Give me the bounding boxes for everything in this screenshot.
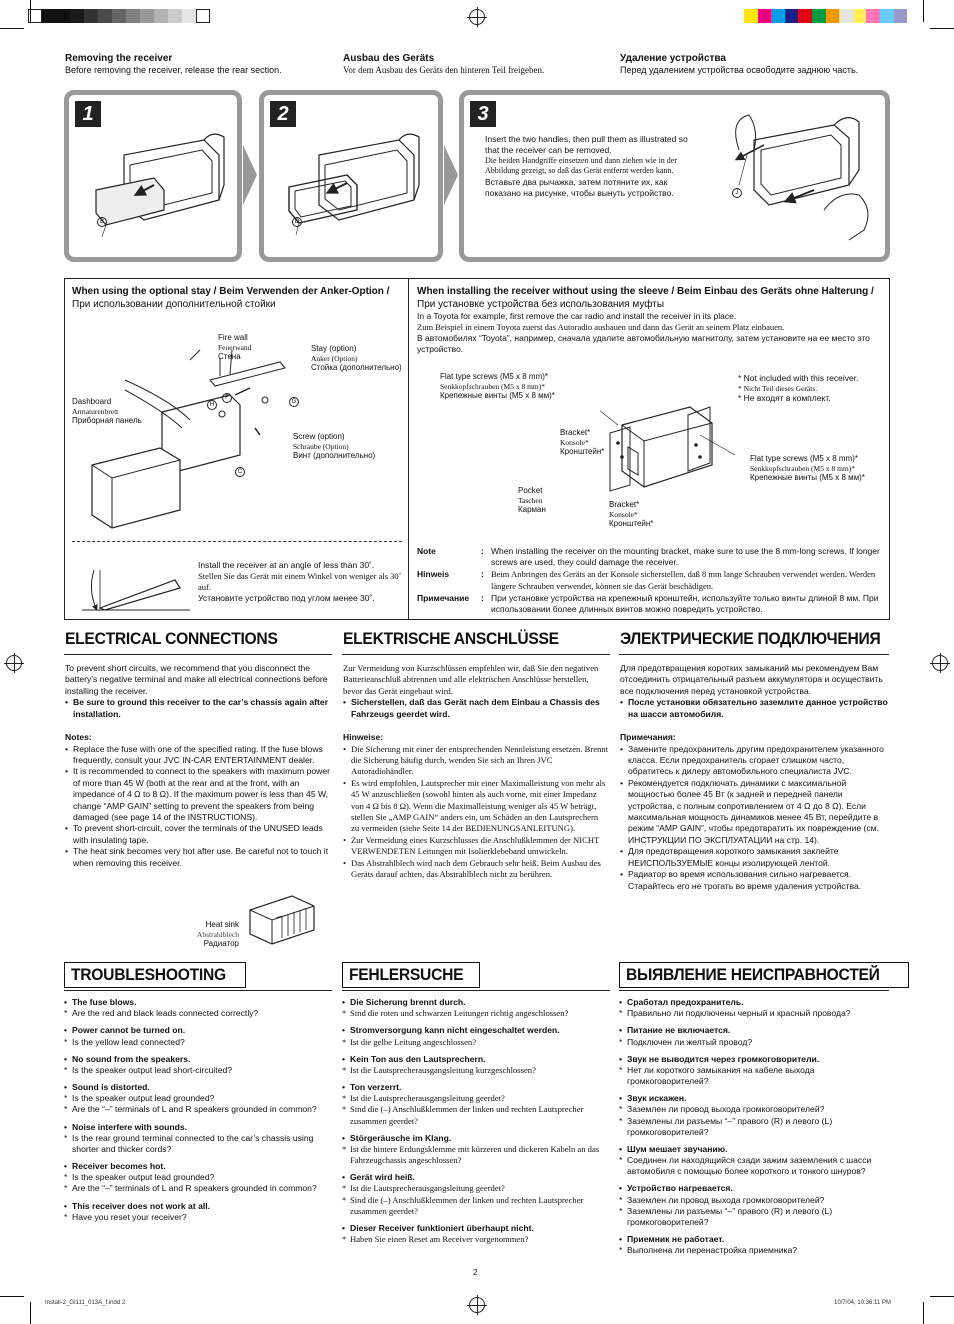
color-swatch	[894, 9, 908, 23]
trouble-item	[619, 1093, 891, 1138]
trouble-item	[64, 997, 332, 1019]
removing-en	[65, 52, 325, 77]
step-1-panel	[64, 90, 242, 262]
troubleshooting-en-list	[64, 997, 332, 1229]
trouble-check: * Have you reset your receiver?	[64, 1212, 332, 1223]
heat-sink-illustration	[242, 888, 322, 948]
step-3-text-en: Insert the two handles, then pull them as illustrated so that the receiver can be removed.	[485, 134, 688, 156]
trouble-check: * Заземлены ли разъемы “–” правого (R) и левого (L) громкоговорителей?	[619, 1206, 891, 1228]
label-flat-screws-1: Flat type screws (M5 x 8 mm)* Senkkopfschrauben (M5 x 8 mm)* Крепежные винты (M5 x 8 мм)*	[440, 372, 555, 401]
trouble-symptom: • Приемник не работает.	[619, 1234, 891, 1245]
electrical-ru: Для предотвращения коротких замыканий мы рекомендуем Вам отсоединить отрицательный разъем аккумулятора и осуществить все подключения перед установкой устройства. • После установки обязательно заземлите данное устройство на шасси автомобиля. Примечания: • Замените предохранитель другим предохранителем указанного класса. Если предохранитель сгорает слишком часто, обратитесь к дилеру автомобильного специалиста JVC. • Рекомендуется подключать динамики с максимальной мощностью более 45 Вт (к задней и передней панели устройства, с полным сопротивлением от 4 Ω до 8 Ω). Если максимальная мощность динамиков менее 45 Вт, перейдите в режим “AMP GAIN”, чтобы предотвратить их повреждение (см. ИНСТРУКЦИИ ПО ЭКСПЛУАТАЦИИ на стр. 14). • Для предотвращения короткого замыкания заклейте НЕИСПОЛЬЗУЕМЫЕ концы изолирующей лентой. • Радиатор во время использования сильно нагревается. Старайтесь его не трогать во время удаления устройства.	[620, 663, 890, 892]
step-2-number: 2	[270, 101, 296, 127]
trouble-check: * Соединен ли находящийся сзади зажим заземления с шасси автомобиля с помощью более короткого и тонкого шнуров?	[619, 1155, 891, 1177]
crosshair-top	[469, 9, 485, 25]
trouble-item	[342, 1025, 612, 1047]
color-swatch	[866, 9, 880, 23]
step-3-text-de: Die beiden Handgriffe einsetzen und dann ziehen wie in der Abbildung gezeigt, so daß das Gerät entfernt werden kann.	[485, 156, 677, 176]
trouble-check: * Sind die roten und schwarzen Leitungen richtig angeschlossen?	[342, 1008, 612, 1019]
trouble-check: * Is the rear ground terminal connected to the car’s chassis using shorter and thicker cords?	[64, 1133, 332, 1155]
trouble-check: * Are the red and black leads connected correctly?	[64, 1008, 332, 1019]
installation-divider	[408, 278, 409, 620]
step-1-number: 1	[75, 101, 101, 127]
electrical-title-ru: ЭЛЕКТРИЧЕСКИЕ ПОДКЛЮЧЕНИЯ	[620, 629, 881, 648]
sleeve-illustration	[600, 395, 740, 500]
trouble-item	[619, 1234, 891, 1256]
registration-bar-left	[28, 9, 214, 23]
color-swatch	[880, 9, 894, 23]
electrical-en: To prevent short circuits, we recommend that you disconnect the battery’s negative terminal and make all electrical connections before installing the receiver. • Be sure to ground this receiver to the car’s chassis again after installation. Notes: • Replace the fuse with one of the specified rating. If the fuse blows frequently, consult your JVC IN-CAR ENTERTAINMENT dealer. • It is recommended to connect to the speakers with maximum power of more than 45 W (both at the rear and at the front, with an impedance of 4 Ω to 8 Ω). If the maximum power is less than 45 W, change “AMP GAIN” setting to prevent the speakers from being damaged (see page 14 of the INSTRUCTIONS). • To prevent short-circuit, cover the terminals of the UNUSED leads with insulating tape. • The heat sink becomes very hot after use. Be careful not to touch it when removing this receiver.	[65, 663, 330, 869]
label-not-included: * Not included with this receiver. * Nicht Teil dieses Geräts. * Не входят в комплект.	[738, 373, 859, 403]
electrical-de: Zur Vermeidung von Kurzschlüssen empfehlen wir, daß Sie den negativen Batterieanschluß abtrennen und alle elektrischen Anschlüsse herstellen, bevor das Gerät eingebaut wird. • Sicherstellen, daß das Gerät nach dem Einbau a Chassis des Fahrzeugs geerdet wird. Hinweise: • Die Sicherung mit einer der entsprechenden Nennleistung ersetzen. Brennt die Sicherung häufig durch, wenden Sie sich an Ihren JVC Autoradiohändler. • Es wird empfohlen, Lautsprecher mit einer Maximalleistung von mehr als 45 W anzuschließen (sowohl hinten als auch vorne, mit einer Impedanz von 4 Ω bis 8 Ω). Wenn die Maximalleistung weniger als 45 W beträgt, stellen Sie „AMP GAIN“ anders ein, um Schäden an den Lautsprechern zu vermeiden (siehe Seite 14 der BEDIENUNGSANLEITUNG). • Zur Vermeidung eines Kurzschlusses die Anschlußklemmen der NICHT VERWENDETEN Leitungen mit Isolierklebeband umwickeln. • Das Abstrahlblech wird nach dem Gebrauch sehr heiß. Beim Ausbau des Geräts darauf achten, das Abstrahlblech nicht zu berühren.	[343, 663, 608, 881]
trouble-symptom: • The fuse blows.	[64, 997, 332, 1008]
step-arrow-1	[243, 145, 257, 205]
removing-de-title: Ausbau des Geräts	[343, 53, 435, 64]
trouble-item	[342, 1172, 612, 1217]
angle-text-de: Stellen Sie das Gerät mit einem Winkel von weniger als 30˚ auf.	[198, 571, 402, 593]
trouble-check: * Заземлен ли провод выхода громкоговорителей?	[619, 1104, 891, 1115]
label-screw-option: Screw (option) Schraube (Option) Винт (дополнительно)	[293, 432, 376, 461]
trouble-symptom: • Die Sicherung brennt durch.	[342, 997, 612, 1008]
sleeve-title-en-de: When installing the receiver without using the sleeve / Beim Einbau des Geräts ohne Halterung /	[417, 286, 874, 297]
trouble-symptom: • Звук не выводится через громкоговорители.	[619, 1054, 891, 1065]
stay-title-ru: При использовании дополнительной стойки	[72, 299, 276, 310]
trouble-symptom: • Receiver becomes hot.	[64, 1161, 332, 1172]
trouble-check: * Ist die Lautsprecherausgangsleitung geerdet?	[342, 1093, 612, 1104]
trouble-symptom: • Noise interfere with sounds.	[64, 1122, 332, 1133]
step-1-illustration	[84, 125, 234, 255]
step-3-panel	[459, 90, 890, 262]
sleeve-text-en: In a Toyota for example, first remove the car radio and install the receiver in its place.	[417, 311, 737, 321]
trouble-item	[619, 1144, 891, 1178]
color-swatch	[785, 9, 799, 23]
angle-illustration	[80, 550, 192, 612]
color-swatch	[839, 9, 853, 23]
angle-text	[198, 560, 403, 604]
marker-h: H	[207, 400, 217, 410]
trouble-symptom: • Störgeräusche im Klang.	[342, 1133, 612, 1144]
removing-ru-title: Удаление устройства	[620, 53, 726, 64]
trouble-check: * Are the “–” terminals of L and R speakers grounded in common?	[64, 1183, 332, 1194]
crosshair-bottom	[469, 1297, 485, 1313]
trouble-check: * Ist die gelbe Leitung angeschlossen?	[342, 1037, 612, 1048]
trouble-check: * Заземлен ли провод выхода громкоговорителей?	[619, 1195, 891, 1206]
trouble-item	[342, 1082, 612, 1127]
marker-g: G	[289, 397, 299, 407]
trouble-symptom: • Power cannot be turned on.	[64, 1025, 332, 1036]
trouble-item	[619, 1054, 891, 1088]
trouble-symptom: • Питание не включается.	[619, 1025, 891, 1036]
stay-title	[72, 285, 407, 311]
removing-de-text: Vor dem Ausbau des Geräts den hinteren Teil freigeben.	[343, 65, 545, 75]
sleeve-text	[417, 311, 885, 355]
trouble-check: * Подключен ли желтый провод?	[619, 1037, 891, 1048]
troubleshooting-de-list	[342, 997, 612, 1251]
label-bracket-1: Bracket* Konsole* Кронштейн*	[560, 428, 605, 457]
step-3-number: 3	[470, 101, 496, 127]
trouble-symptom: • Kein Ton aus den Lautsprechern.	[342, 1054, 612, 1065]
color-swatch	[744, 9, 758, 23]
removing-ru-text: Перед удалением устройства освободите заднюю часть.	[620, 65, 859, 75]
label-flat-screws-2: Flat type screws (M5 x 8 mm)* Senkkopfschrauben (M5 x 8 mm)* Крепежные винты (M5 x 8 мм)*	[750, 454, 865, 483]
electrical-title-en: ELECTRICAL CONNECTIONS	[65, 629, 278, 648]
trouble-check: * Ist die Lautsprecherausgangsleitung geerdet?	[342, 1183, 612, 1194]
step-3-text-ru: Вставьте два рычажка, затем потяните их, как показано на рисунке, чтобы вынуть устройство.	[485, 176, 674, 198]
trouble-symptom: • Stromversorgung kann nicht eingeschaltet werden.	[342, 1025, 612, 1036]
label-fire-wall: Fire wall Feuerwand Стена	[218, 333, 252, 362]
step-2-panel	[259, 90, 443, 262]
trouble-check: * Ist die hintere Erdungsklemme mit kürzeren und dickeren Kabeln an das Fahrzeugchassis angeschlossen?	[342, 1144, 612, 1166]
trouble-symptom: • Sound is distorted.	[64, 1082, 332, 1093]
trouble-item	[342, 1133, 612, 1167]
trouble-item	[619, 1025, 891, 1047]
trouble-symptom: • This receiver does not work at all.	[64, 1201, 332, 1212]
crosshair-left	[6, 655, 22, 671]
color-swatch	[853, 9, 867, 23]
sleeve-title-ru: При установке устройства без использования муфты	[417, 299, 665, 310]
registration-bar-right	[744, 9, 908, 23]
troubleshooting-title-ru: ВЫЯВЛЕНИЕ НЕИСПРАВНОСТЕЙ	[626, 965, 880, 984]
trouble-item	[619, 1183, 891, 1228]
trouble-item	[342, 1223, 612, 1245]
trouble-item	[619, 997, 891, 1019]
trouble-check: * Is the speaker output lead grounded?	[64, 1093, 332, 1104]
trouble-item	[64, 1161, 332, 1195]
trouble-check: * Заземлены ли разъемы “–” правого (R) и левого (L) громкоговорителей?	[619, 1116, 891, 1138]
sleeve-text-ru: В автомобилях “Toyota”, например, сначала удалите автомобильную магнитолу, затем установите на ее место это устройство.	[417, 333, 870, 355]
trouble-check: * Выполнена ли перенастройка приемника?	[619, 1245, 891, 1256]
trouble-item	[342, 1054, 612, 1076]
trouble-check: * Правильно ли подключены черный и красный провода?	[619, 1008, 891, 1019]
troubleshooting-ru-list	[619, 997, 891, 1262]
sleeve-text-de: Zum Beispiel in einem Toyota zuerst das Autoradio ausbauen und dann das Gerät an seinem Platz einbauen.	[417, 322, 785, 333]
marker-f: F	[222, 393, 232, 403]
color-swatch	[758, 9, 772, 23]
color-swatch	[771, 9, 785, 23]
label-bracket-2: Bracket* Konsole* Кронштейн*	[609, 500, 654, 529]
troubleshooting-title-box-de	[342, 962, 480, 988]
removing-ru	[620, 52, 900, 77]
troubleshooting-title-de: FEHLERSUCHE	[349, 965, 464, 984]
color-swatch	[826, 9, 840, 23]
stay-title-en-de: When using the optional stay / Beim Verwenden der Anker-Option /	[72, 286, 390, 297]
trouble-check: * Ist die Lautsprecherausgangsleitung kurzgeschlossen?	[342, 1065, 612, 1076]
sleeve-title	[417, 285, 887, 311]
trouble-symptom: • Gerät wird heiß.	[342, 1172, 612, 1183]
step-3-illustration	[699, 100, 889, 255]
trouble-symptom: • Dieser Receiver funktioniert überhaupt nicht.	[342, 1223, 612, 1234]
trouble-item	[64, 1201, 332, 1223]
label-pocket: Pocket Taschen Карман	[518, 486, 546, 515]
angle-text-ru: Установите устройство под углом менее 30˚.	[198, 593, 375, 604]
marker-d: D	[292, 217, 302, 227]
troubleshooting-title-box-ru	[619, 962, 909, 988]
footer-file: Install-2_GI111_013A_f.indd 2	[45, 1300, 126, 1306]
sleeve-notes	[417, 546, 887, 615]
trouble-symptom: • Ton verzerrt.	[342, 1082, 612, 1093]
removing-en-title: Removing the receiver	[65, 53, 173, 64]
troubleshooting-title-en: TROUBLESHOOTING	[71, 965, 226, 984]
trouble-item	[64, 1082, 332, 1116]
marker-j: J	[732, 188, 742, 198]
angle-text-en: Install the receiver at an angle of less than 30˚.	[198, 560, 375, 570]
removing-en-text: Before removing the receiver, release the rear section.	[65, 65, 282, 75]
page-number: 2	[473, 1268, 478, 1277]
troubleshooting-title-box-en	[64, 962, 246, 988]
step-2-illustration	[279, 125, 434, 255]
trouble-check: * Are the “–” terminals of L and R speakers grounded in common?	[64, 1104, 332, 1115]
stay-dashed-divider	[72, 541, 402, 542]
step-3-text	[485, 134, 695, 199]
step-arrow-2	[444, 145, 458, 205]
note-en: Note : When installing the receiver on the mounting bracket, make sure to use the 8 mm-long screws. If longer screws are used, they could damage the receiver.	[417, 546, 880, 568]
label-stay-option: Stay (option) Anker (Option) Стойка (дополнительно)	[311, 344, 402, 373]
trouble-item	[64, 1025, 332, 1047]
trouble-item	[342, 997, 612, 1019]
trouble-symptom: • Устройство нагревается.	[619, 1183, 891, 1194]
trouble-check: * Нет ли короткого замыкания на кабеле выхода громкоговорителей?	[619, 1065, 891, 1087]
removing-de	[343, 52, 603, 77]
trouble-item	[64, 1122, 332, 1156]
trouble-check: * Haben Sie einen Reset am Receiver vorgenommen?	[342, 1234, 612, 1245]
trouble-check: * Sind die (–) Anschlußklemmen der linken und rechten Lautsprecher zusammen geerdet?	[342, 1104, 612, 1126]
marker-c: C	[235, 467, 245, 477]
trouble-check: * Is the speaker output lead grounded?	[64, 1172, 332, 1183]
footer-date: 10/7/04, 10:36:11 PM	[834, 1300, 891, 1306]
note-de: Hinweis : Beim Anbringen des Geräts an der Konsole sicherstellen, daß 8 mm lange Schrauben verwendet werden. Werden längere Schrauben verwendet, können sie das Gerät beschädigen.	[417, 569, 876, 591]
trouble-item	[64, 1054, 332, 1076]
trouble-check: * Sind die (–) Anschlußklemmen der linken und rechten Lautsprecher zusammen geerdet?	[342, 1195, 612, 1217]
color-swatch	[798, 9, 812, 23]
trouble-check: * Is the yellow lead connected?	[64, 1037, 332, 1048]
trouble-symptom: • Звук искажен.	[619, 1093, 891, 1104]
crosshair-right	[932, 655, 948, 671]
note-ru: Примечание : При установке устройства на крепежный кронштейн, используйте только винты длиной 8 мм. При использовании более длинных винтов можно повредить устройство.	[417, 592, 879, 615]
trouble-check: * Is the speaker output lead short-circuited?	[64, 1065, 332, 1076]
electrical-title-de: ELEKTRISCHE ANSCHLÜSSE	[343, 629, 559, 648]
color-swatch	[812, 9, 826, 23]
trouble-symptom: • No sound from the speakers.	[64, 1054, 332, 1065]
trouble-symptom: • Сработал предохранитель.	[619, 997, 891, 1008]
label-dashboard: Dashboard Armaturenbrett Приборная панель	[72, 397, 142, 426]
marker-b: B	[97, 217, 107, 227]
trouble-symptom: • Шум мешает звучанию.	[619, 1144, 891, 1155]
label-heat-sink: Heat sink Abstrahlblech Радиатор	[196, 920, 239, 949]
